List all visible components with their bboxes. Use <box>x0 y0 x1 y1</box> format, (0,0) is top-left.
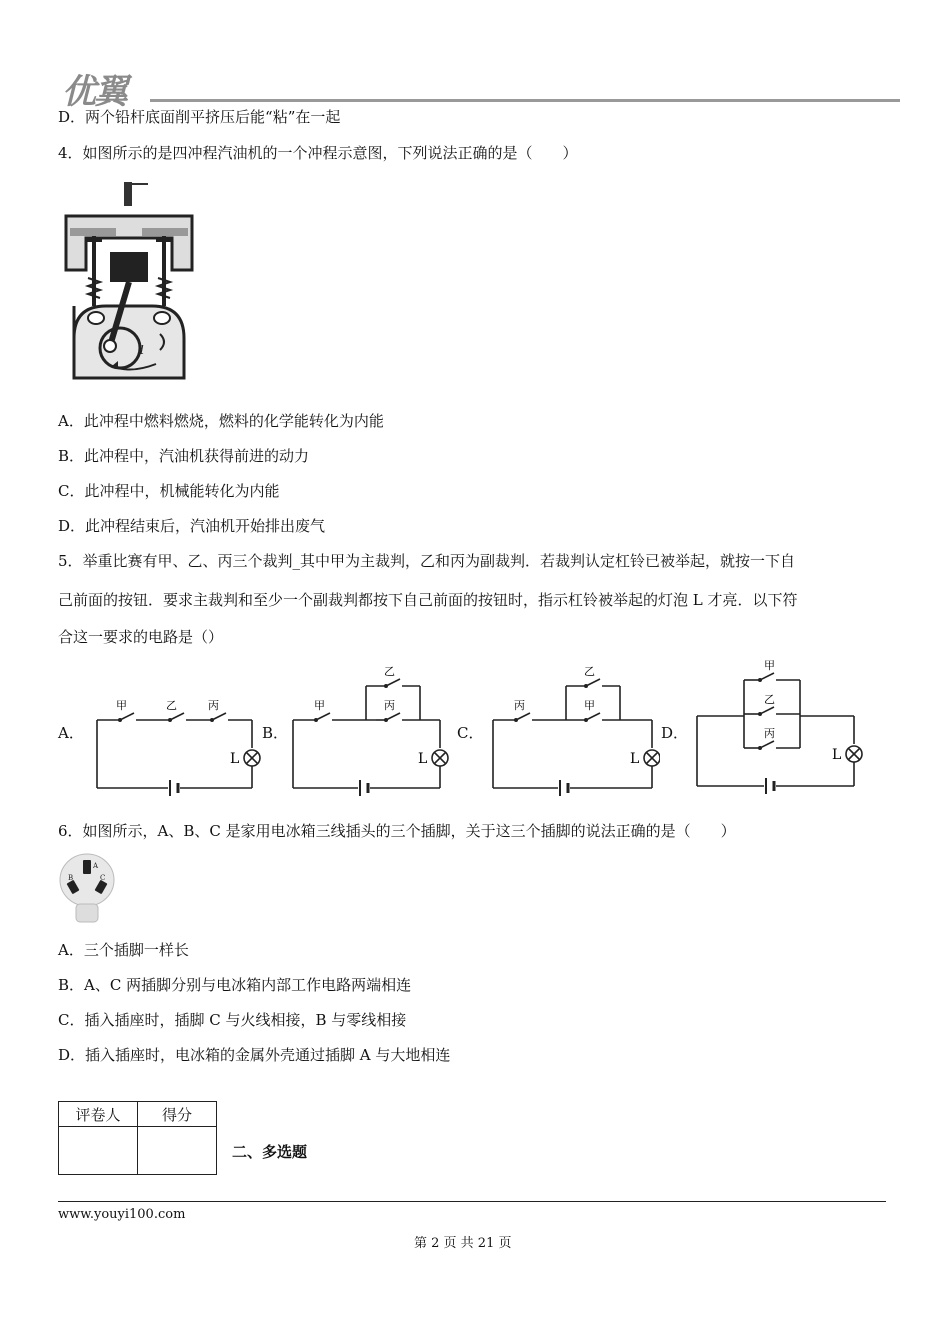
switch-label-bing: 丙 <box>384 699 395 712</box>
switch-label-jia: 甲 <box>116 699 127 712</box>
lamp-label: L <box>630 751 640 767</box>
q5-option-b-label: B． <box>262 724 289 742</box>
circuit-b <box>290 660 460 802</box>
q6-option-b: B．A、C 两插脚分别与电冰箱内部工作电路两端相连 <box>58 976 412 994</box>
plug-figure <box>58 850 116 924</box>
q3-option-d: D．两个铅杆底面削平挤压后能“粘”在一起 <box>58 108 341 126</box>
spark-plug <box>124 182 132 206</box>
engine-figure-label: 1 <box>138 343 146 357</box>
lamp-label: L <box>230 751 240 767</box>
switch-label-yi: 乙 <box>166 699 177 712</box>
switch-label-bing: 丙 <box>764 727 775 740</box>
plug-pin-a <box>83 860 91 874</box>
circuit-a <box>94 696 264 802</box>
footer-website[interactable]: www.youyi100.com <box>58 1207 186 1222</box>
q4-option-b: B．此冲程中，汽油机获得前进的动力 <box>58 447 310 465</box>
q5-stem-line-3: 合这一要求的电路是（） <box>58 628 224 646</box>
switch-label-yi: 乙 <box>764 693 775 706</box>
q5-option-d-label: D． <box>661 724 689 742</box>
score-header: 得分 <box>138 1102 217 1127</box>
grader-header: 评卷人 <box>59 1102 138 1127</box>
q5-stem-line-1: 5．举重比赛有甲、乙、丙三个裁判_其中甲为主裁判，乙和丙为副裁判．若裁判认定杠铃已被举起，就按一下自 <box>58 552 796 570</box>
switch-label-jia: 甲 <box>314 699 325 712</box>
switch-label-yi: 乙 <box>584 665 595 678</box>
score-cell[interactable] <box>138 1127 217 1175</box>
q4-option-a: A．此冲程中燃料燃烧，燃料的化学能转化为内能 <box>58 412 384 430</box>
q6-option-a: A．三个插脚一样长 <box>58 941 189 959</box>
switch-label-bing: 丙 <box>514 699 525 712</box>
switch-label-bing: 丙 <box>208 699 219 712</box>
piston <box>110 252 148 282</box>
circuit-c <box>490 660 660 802</box>
lamp-label: L <box>832 747 842 763</box>
header-rule <box>150 99 900 102</box>
logo: 优翼 <box>62 72 126 112</box>
engine-diagram <box>60 178 200 392</box>
q4-stem: 4．如图所示的是四冲程汽油机的一个冲程示意图，下列说法正确的是（ ） <box>58 144 578 162</box>
switch-label-yi: 乙 <box>384 665 395 678</box>
q4-option-c: C．此冲程中，机械能转化为内能 <box>58 482 280 500</box>
plug-label-a: A <box>93 862 99 870</box>
page-number: 第 2 页 共 21 页 <box>414 1236 512 1251</box>
q6-option-c: C．插入插座时，插脚 C 与火线相接，B 与零线相接 <box>58 1011 407 1029</box>
q6-option-d: D．插入插座时，电冰箱的金属外壳通过插脚 A 与大地相连 <box>58 1046 451 1064</box>
q4-option-d: D．此冲程结束后，汽油机开始排出废气 <box>58 517 326 535</box>
circuit-d <box>694 656 866 802</box>
q5-option-a-label: A． <box>58 724 84 742</box>
switch-label-jia: 甲 <box>764 659 775 672</box>
grader-cell[interactable] <box>59 1127 138 1175</box>
grading-table <box>58 1101 217 1175</box>
lamp-label: L <box>418 751 428 767</box>
q6-stem: 6．如图所示，A、B、C 是家用电冰箱三线插头的三个插脚，关于这三个插脚的说法正确的是（ ） <box>58 822 736 840</box>
q5-stem-line-2: 己前面的按钮．要求主裁判和至少一个副裁判都按下自己前面的按钮时，指示杠铃被举起的灯泡 L 才亮．以下符 <box>58 591 798 609</box>
section-title: 二、多选题 <box>232 1143 308 1161</box>
plug-label-b: B <box>68 874 74 882</box>
q5-option-c-label: C． <box>457 724 484 742</box>
footer-rule <box>58 1201 886 1202</box>
switch-label-jia: 甲 <box>584 699 595 712</box>
plug-label-c: C <box>100 874 106 882</box>
